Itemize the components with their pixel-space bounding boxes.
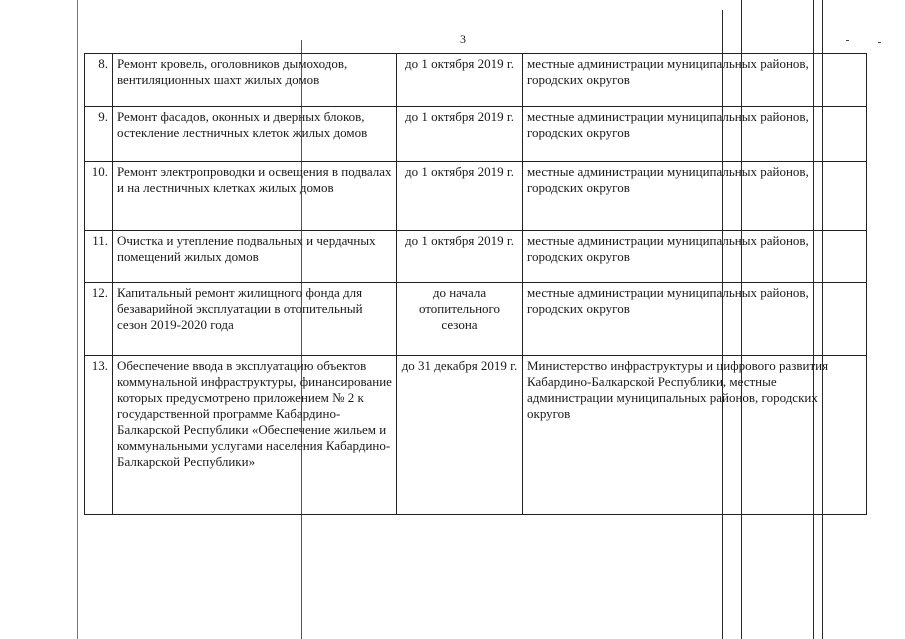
measures-table — [84, 53, 867, 515]
row-number: 8. — [85, 54, 113, 107]
deadline: до 31 декабря 2019 г. — [397, 356, 523, 515]
work-description: Очистка и утепление подвальных и чердачных помещений жилых домов — [113, 231, 397, 283]
work-description: Ремонт фасадов, оконных и дверных блоков, остекление лестничных клеток жилых домов — [113, 107, 397, 162]
responsible: местные администрации муниципальных районов, городских округов — [523, 231, 867, 283]
responsible: местные администрации муниципальных районов, городских округов — [523, 54, 867, 107]
table-row — [85, 356, 867, 515]
page-number: 3 — [460, 32, 466, 46]
table-row — [85, 54, 867, 107]
deadline: до 1 октября 2019 г. — [397, 107, 523, 162]
row-number: 9. — [85, 107, 113, 162]
row-number: 13. — [85, 356, 113, 515]
row-number: 11. — [85, 231, 113, 283]
responsible: местные администрации муниципальных районов, городских округов — [523, 162, 867, 231]
work-description: Ремонт электропроводки и освещения в подвалах и на лестничных клетках жилых домов — [113, 162, 397, 231]
work-description: Обеспечение ввода в эксплуатацию объектов коммунальной инфраструктуры, финансирование которых предусмотрено приложением № 2 к государственной программе Кабардино-Балкарской Республики «Обеспечение жильем и коммунальными услугами населения Кабардино-Балкарской Республики» — [113, 356, 397, 515]
table-row — [85, 283, 867, 356]
row-number: 12. — [85, 283, 113, 356]
scan-speck — [846, 40, 849, 41]
table-row — [85, 107, 867, 162]
responsible: Министерство инфраструктуры и цифрового развития Кабардино-Балкарской Республики, местные администрации муниципальных районов, городских округов — [523, 356, 867, 515]
scan-line — [77, 0, 78, 639]
work-description: Капитальный ремонт жилищного фонда для безаварийной эксплуатации в отопительный сезон 2019-2020 года — [113, 283, 397, 356]
deadline: до 1 октября 2019 г. — [397, 54, 523, 107]
table-row — [85, 231, 867, 283]
table-row — [85, 162, 867, 231]
responsible: местные администрации муниципальных районов, городских округов — [523, 283, 867, 356]
responsible: местные администрации муниципальных районов, городских округов — [523, 107, 867, 162]
deadline: до начала отопительного сезона — [397, 283, 523, 356]
scan-speck — [878, 42, 881, 43]
row-number: 10. — [85, 162, 113, 231]
work-description: Ремонт кровель, оголовников дымоходов, вентиляционных шахт жилых домов — [113, 54, 397, 107]
deadline: до 1 октября 2019 г. — [397, 162, 523, 231]
deadline: до 1 октября 2019 г. — [397, 231, 523, 283]
